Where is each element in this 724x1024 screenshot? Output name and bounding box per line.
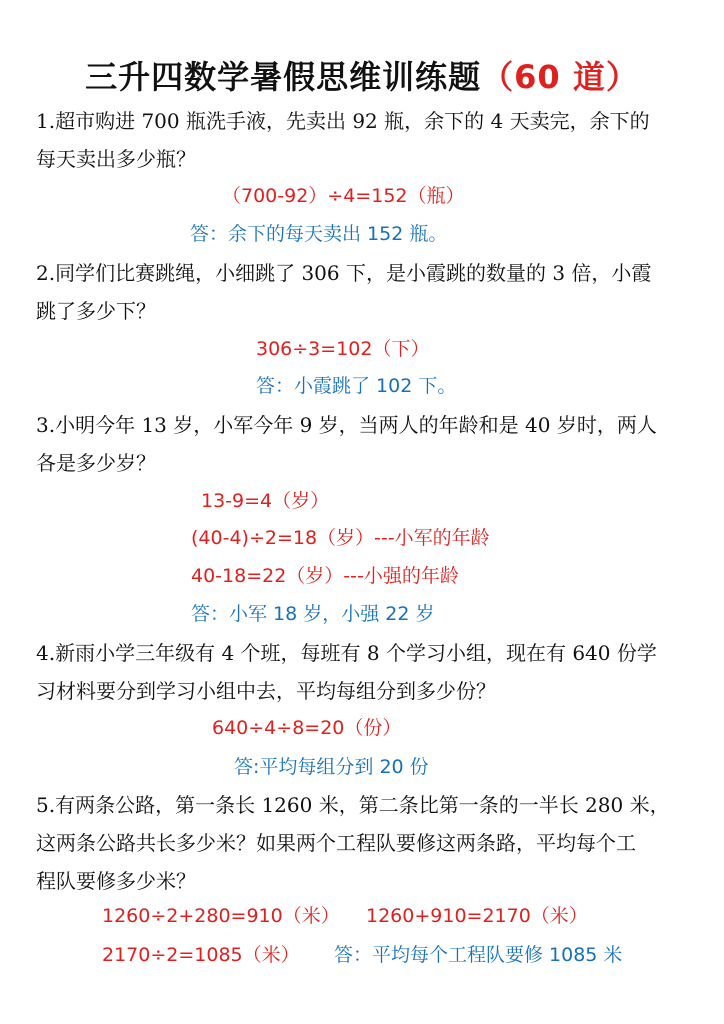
problem-line: 5.有两条公路，第一条长 1260 米，第二条比第一条的一半长 280 米，	[36, 793, 670, 817]
problem-2-text	[36, 254, 692, 330]
problem-3-text	[36, 406, 692, 482]
problem-5-work-3: 2170÷2=1085（米）	[102, 944, 300, 966]
problem-3-work-3: 40-18=22（岁）---小强的年龄	[191, 565, 459, 587]
problem-1-text	[36, 102, 692, 178]
problem-5-work-1: 1260÷2+280=910（米）	[102, 905, 340, 927]
problem-line: 4.新雨小学三年级有 4 个班，每班有 8 个学习小组，现在有 640 份学	[36, 641, 657, 665]
problem-2-answer: 答：小霞跳了 102 下。	[256, 375, 457, 397]
problem-2-work: 306÷3=102（下）	[256, 338, 430, 360]
problem-line: 各是多少岁？	[36, 451, 156, 475]
problem-line: 每天卖出多少瓶？	[36, 147, 196, 171]
problem-4-text	[36, 634, 692, 710]
problem-3-work-1: 13-9=4（岁）	[201, 490, 330, 512]
problem-4-answer: 答:平均每组分到 20 份	[234, 756, 429, 778]
problem-1-answer: 答：余下的每天卖出 152 瓶。	[190, 223, 448, 245]
page-title	[0, 52, 724, 98]
problem-line: 2.同学们比赛跳绳，小细跳了 306 下，是小霞跳的数量的 3 倍，小霞	[36, 261, 652, 285]
problem-5-answer: 答：平均每个工程队要修 1085 米	[334, 944, 623, 966]
problem-5-text	[36, 786, 692, 900]
title-main: 三升四数学暑假思维训练题	[85, 58, 482, 96]
problem-line: 3.小明今年 13 岁，小军今年 9 岁，当两人的年龄和是 40 岁时，两人	[36, 413, 657, 437]
problem-1-work: （700-92）÷4=152（瓶）	[222, 185, 465, 207]
problem-line: 跳了多少下？	[36, 299, 156, 323]
title-count: （60 道）	[481, 58, 639, 96]
problem-5-work-2: 1260+910=2170（米）	[366, 905, 588, 927]
problem-line: 程队要修多少米？	[36, 869, 196, 893]
problem-4-work: 640÷4÷8=20（份）	[212, 717, 402, 739]
problem-line: 习材料要分到学习小组中去，平均每组分到多少份？	[36, 679, 496, 703]
problem-3-work-2: (40-4)÷2=18（岁）---小军的年龄	[191, 527, 490, 549]
problem-line: 这两条公路共长多少米？如果两个工程队要修这两条路，平均每个工	[36, 831, 636, 855]
problem-line: 1.超市购进 700 瓶洗手液，先卖出 92 瓶，余下的 4 天卖完，余下的	[36, 109, 650, 133]
problem-3-answer: 答：小军 18 岁，小强 22 岁	[191, 603, 435, 625]
